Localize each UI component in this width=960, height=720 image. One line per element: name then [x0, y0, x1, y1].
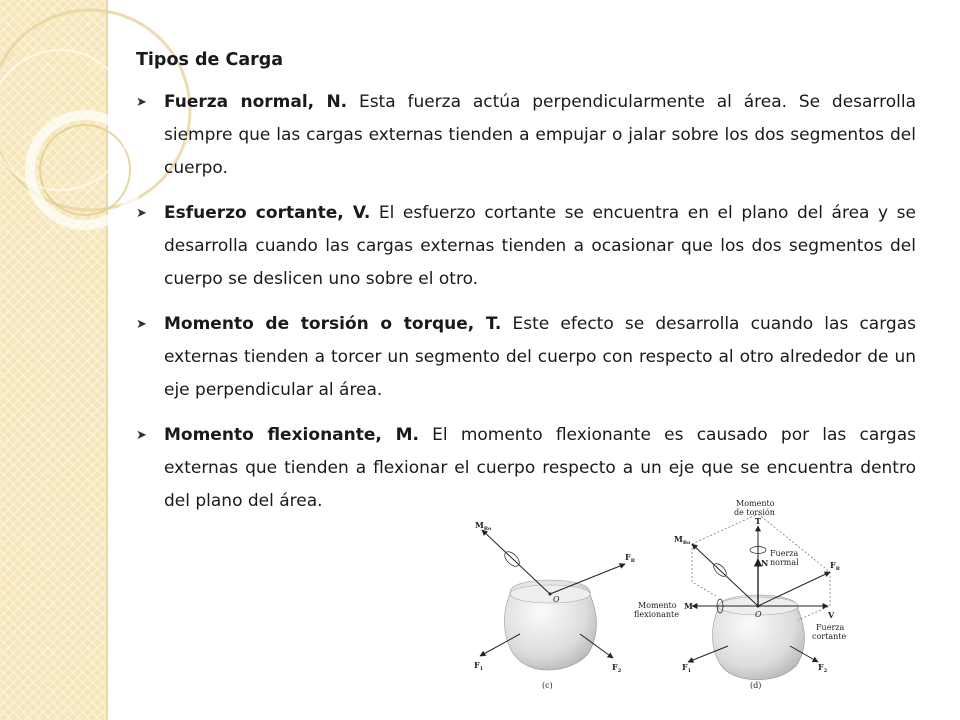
sidebar-edge — [106, 0, 108, 720]
bullet-text: El esfuerzo cortante se encuentra en el plano del área y se desarrolla cuando las cargas externas tienden a ocasionar que los dos segmentos del cuerpo se deslicen uno sobre el otro. — [164, 203, 916, 289]
label-o-d: O — [755, 610, 762, 619]
label-normal-1: Fuerza — [770, 549, 799, 558]
arrow-bullet-icon: ➤ — [136, 206, 147, 221]
label-m-d: M — [684, 601, 693, 611]
bullet-term: Esfuerzo cortante, V. — [164, 203, 371, 223]
caption-d: (d) — [750, 681, 762, 690]
label-f1-c: $F_1$ — [474, 660, 484, 672]
label-v-d: V — [828, 610, 835, 620]
arrow-m-ro-c — [482, 530, 550, 594]
bullet-momento-torsion — [136, 308, 916, 407]
label-torsion-2: de torsión — [734, 508, 775, 517]
label-m-ro-d: $M_{Ro}$ — [674, 534, 691, 546]
label-f2-c: $F_2$ — [612, 662, 622, 674]
label-t-d: T — [755, 516, 761, 526]
label-o-c: O — [553, 595, 560, 604]
arrow-bullet-icon: ➤ — [136, 428, 147, 443]
figure-c — [474, 520, 636, 690]
arrow-m-ro-d — [692, 544, 758, 606]
caption-c: (c) — [542, 681, 553, 690]
label-m-ro-c: $M_{Ro}$ — [475, 520, 492, 532]
label-fr-d: $F_R$ — [830, 560, 840, 572]
figure-d — [634, 499, 846, 690]
label-f1-d: $F_1$ — [682, 662, 692, 674]
bullet-fuerza-normal — [136, 86, 916, 185]
label-shear-1: Fuerza — [816, 623, 845, 632]
label-fr-c: $F_R$ — [625, 552, 635, 564]
label-torsion-1: Momento — [736, 499, 775, 508]
arrow-fr-d — [758, 572, 830, 606]
label-flex-2: flexionante — [634, 610, 679, 619]
bullet-esfuerzo-cortante — [136, 197, 916, 296]
slide-title: Tipos de Carga — [136, 50, 284, 70]
label-f2-d: $F_2$ — [818, 662, 828, 674]
bullet-list — [136, 86, 916, 530]
label-shear-2: cortante — [812, 632, 847, 641]
bullet-term: Momento de torsión o torque, T. — [164, 314, 502, 334]
bullet-term: Momento flexionante, M. — [164, 425, 419, 445]
decorative-sidebar — [0, 0, 106, 720]
label-normal-2: normal — [770, 558, 799, 567]
bullet-term: Fuerza normal, N. — [164, 92, 348, 112]
bullet-text: Esta fuerza actúa perpendicularmente al área. Se desarrolla siempre que las cargas externas tienden a empujar o jalar sobre los dos segmentos del cuerpo. — [164, 92, 916, 178]
loads-figure — [420, 484, 870, 698]
label-flex-1: Momento — [638, 601, 677, 610]
arrow-bullet-icon: ➤ — [136, 95, 147, 110]
bullet-text: El momento flexionante es causado por las cargas externas que tienden a flexionar el cuerpo respecto a un eje que se encuentra dentro del plano del área. — [164, 425, 916, 511]
label-n-d: N — [761, 558, 769, 568]
arrow-bullet-icon: ➤ — [136, 317, 147, 332]
bullet-text: Este efecto se desarrolla cuando las cargas externas tienden a torcer un segmento del cuerpo con respecto al otro alrededor de un eje perpendicular al área. — [164, 314, 916, 400]
